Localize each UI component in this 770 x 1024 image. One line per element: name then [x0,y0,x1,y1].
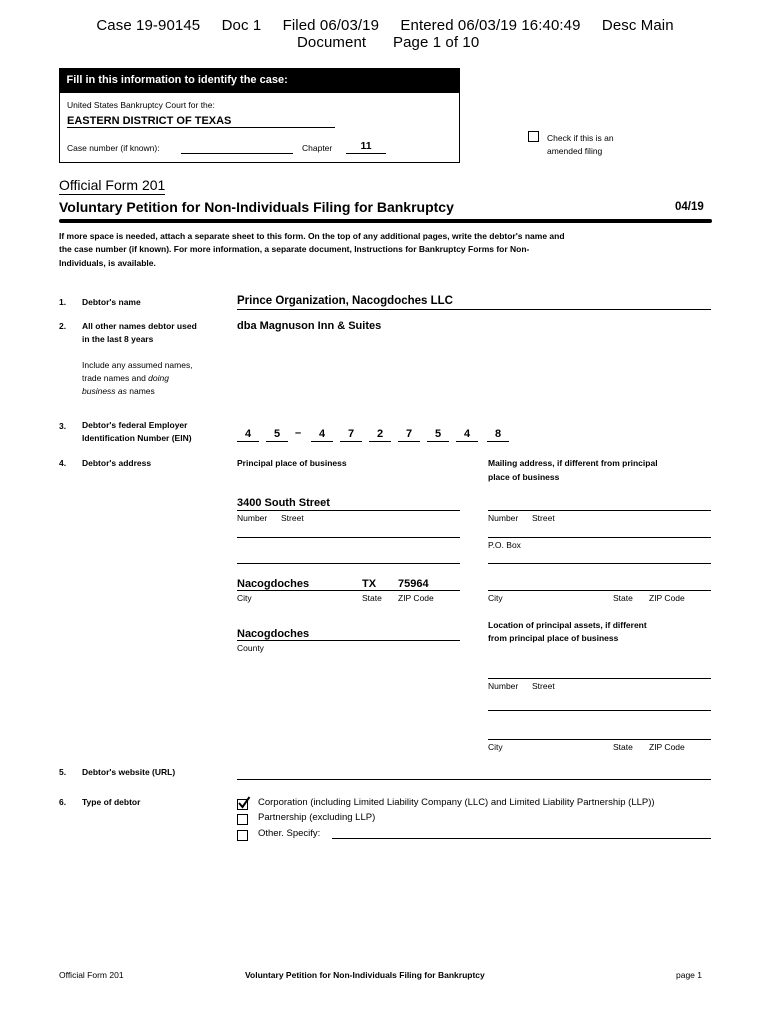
chapter-value[interactable]: 11 [346,140,386,154]
po-box-label: P.O. Box [488,540,521,550]
location-zip-label: ZIP Code [649,742,685,752]
form-version: 04/19 [675,201,704,213]
location-line-2[interactable] [488,710,711,711]
principal-state-value[interactable]: TX [362,578,377,590]
ein-dash: – [295,427,302,439]
form-number: Official Form 201 [59,177,166,193]
mailing-street-line[interactable] [488,510,711,511]
other-specify-field[interactable] [332,838,711,839]
partnership-checkbox[interactable] [237,814,248,825]
case-stamp-document: Document [297,34,367,51]
q2-note-3 [82,386,155,396]
q2-note-2-italic: doing [148,373,169,383]
q1-label: Debtor's name [82,297,141,307]
location-heading-2: from principal place of business [488,633,619,643]
location-street-label: Street [532,681,555,691]
footer-form-number: Official Form 201 [59,970,124,980]
principal-city-line [237,590,460,591]
amended-filing-checkbox[interactable] [528,131,539,142]
mailing-city-line[interactable] [488,590,711,591]
intro-line-2: the case number (if known). For more information, a separate document, Instructions for Bankruptcy Forms for Non- [59,244,530,254]
q2-note-2-text: trade names and [82,373,149,383]
principal-zip-label: ZIP Code [398,593,434,603]
q4-label: Debtor's address [82,458,152,468]
ein-digit[interactable]: 5 [266,428,288,442]
other-names-value[interactable]: dba Magnuson Inn & Suites [237,320,382,332]
amended-label-2: amended filing [547,146,603,156]
ein-digit[interactable]: 7 [340,428,362,442]
intro-line-3: Individuals, is available. [59,258,156,268]
case-number-label: Case number (if known): [67,143,160,153]
court-label: United States Bankruptcy Court for the: [67,100,215,110]
principal-city-label: City [237,593,252,603]
principal-street-label: Street [281,513,304,523]
amended-label-1: Check if this is an [547,133,614,143]
mailing-po-box-line[interactable] [488,537,711,538]
location-city-label: City [488,742,503,752]
mailing-number-label: Number [488,513,519,523]
mailing-city-label: City [488,593,503,603]
partnership-option-label: Partnership (excluding LLP) [258,812,376,823]
district-line [67,127,335,128]
checkmark-icon [237,796,251,810]
q3-label-2: Identification Number (EIN) [82,433,192,443]
q4-number: 4. [59,458,67,468]
mailing-heading-2: place of business [488,472,560,482]
location-state-label: State [613,742,633,752]
mailing-line-3[interactable] [488,563,711,564]
county-label: County [237,643,264,653]
q5-number: 5. [59,767,67,777]
corporation-option-label: Corporation (including Limited Liability Company (LLC) and Limited Liability Partnership (LLP)) [258,797,655,808]
principal-heading: Principal place of business [237,458,347,468]
principal-street-line-2[interactable] [237,537,460,538]
case-number-field[interactable] [181,153,293,154]
title-rule [59,219,712,223]
q6-label: Type of debtor [82,797,141,807]
principal-street-line [237,510,460,511]
q5-label: Debtor's website (URL) [82,767,176,777]
form-title: Voluntary Petition for Non-Individuals Filing for Bankruptcy [59,199,454,215]
case-info-heading: Fill in this information to identify the case: [59,68,460,93]
intro-line-1: If more space is needed, attach a separate sheet to this form. On the top of any additional pages, write the debtor's name and [59,231,565,241]
principal-city-value[interactable]: Nacogdoches [237,578,310,590]
ein-digit[interactable]: 4 [456,428,478,442]
website-field[interactable] [237,779,711,780]
ein-digit[interactable]: 4 [237,428,259,442]
q3-number: 3. [59,421,67,431]
q2-label-2: in the last 8 years [82,334,154,344]
district-value[interactable]: EASTERN DISTRICT OF TEXAS [67,115,232,127]
q2-note-3-text: names [126,386,155,396]
chapter-label: Chapter [302,143,333,153]
other-option-label: Other. Specify: [258,828,321,839]
ein-digit[interactable]: 7 [398,428,420,442]
location-number-label: Number [488,681,519,691]
debtor-name-line [237,309,711,310]
case-stamp-line: Case 19-90145 Doc 1 Filed 06/03/19 Entered 06/03/19 16:40:49 Desc Main [96,17,674,34]
q1-number: 1. [59,297,67,307]
footer-title: Voluntary Petition for Non-Individuals Filing for Bankruptcy [245,970,485,980]
ein-digit[interactable]: 4 [311,428,333,442]
ein-digit[interactable]: 8 [487,428,509,442]
principal-street-value[interactable]: 3400 South Street [237,497,330,509]
principal-zip-value[interactable]: 75964 [398,578,429,590]
corporation-checkbox[interactable] [237,799,248,810]
ein-digit[interactable]: 2 [369,428,391,442]
location-city-line[interactable] [488,739,711,740]
footer-page-number: page 1 [676,970,702,980]
mailing-state-label: State [613,593,633,603]
q2-label-1: All other names debtor used [82,321,197,331]
other-checkbox[interactable] [237,830,248,841]
county-value[interactable]: Nacogdoches [237,628,310,640]
debtor-name-value[interactable]: Prince Organization, Nacogdoches LLC [237,295,453,307]
q3-label-1: Debtor's federal Employer [82,420,188,430]
principal-number-label: Number [237,513,268,523]
principal-state-label: State [362,593,382,603]
ein-digit[interactable]: 5 [427,428,449,442]
mailing-heading-1: Mailing address, if different from principal [488,458,658,468]
county-line [237,640,460,641]
case-stamp-page: Page 1 of 10 [393,34,480,51]
principal-street-line-3[interactable] [237,563,460,564]
q6-number: 6. [59,797,67,807]
q2-note-2 [82,373,169,383]
location-street-line[interactable] [488,678,711,679]
location-heading-1: Location of principal assets, if different [488,620,647,630]
q2-note-1: Include any assumed names, [82,360,193,370]
mailing-zip-label: ZIP Code [649,593,685,603]
q2-note-3-italic: business as [82,386,127,396]
mailing-street-label: Street [532,513,555,523]
q2-number: 2. [59,321,67,331]
